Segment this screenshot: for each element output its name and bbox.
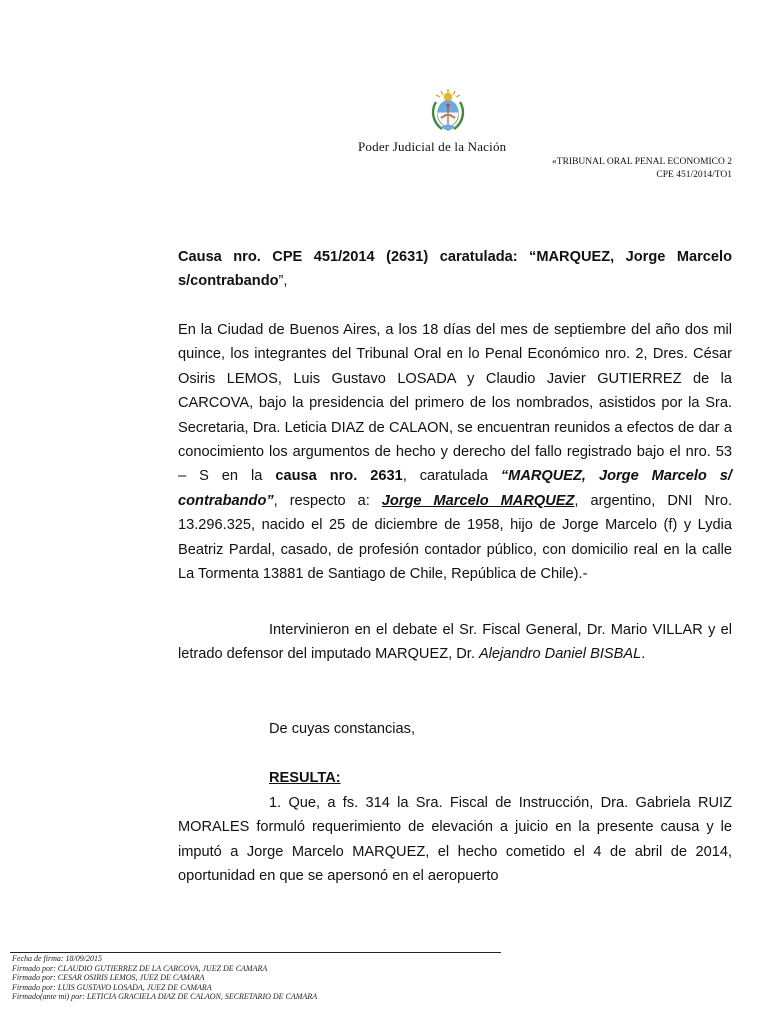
case-number-bold: causa nro. 2631 <box>275 468 403 485</box>
signature-line: Firmado por: LUIS GUSTAVO LOSADA, JUEZ DE CAMARA <box>12 982 212 992</box>
defense-attorney-name: Alejandro Daniel BISBAL <box>478 646 642 663</box>
signature-divider <box>10 952 501 953</box>
case-caption-suffix: ”, <box>278 273 288 290</box>
case-title-bold-italic: “MARQUEZ, Jorge Marcelo s/ contrabando” <box>178 468 732 509</box>
intervention-paragraph <box>178 618 732 667</box>
opening-text-3: , respecto a: <box>273 492 382 509</box>
intervention-text-2: . <box>641 646 646 663</box>
opening-paragraph <box>178 318 732 586</box>
signature-line: Firmado por: CLAUDIO GUTIERREZ DE LA CARCOVA, JUEZ DE CAMARA <box>12 963 268 973</box>
case-reference: CPE 451/2014/TO1 <box>656 170 732 180</box>
resulta-heading-block <box>178 766 732 790</box>
cuyas-text: De cuyas constancias, <box>269 721 416 737</box>
case-caption <box>178 245 732 294</box>
resulta-paragraph-1 <box>178 791 732 889</box>
signature-line: Firmado por: CESAR OSIRIS LEMOS, JUEZ DE CAMARA <box>12 973 205 983</box>
signature-block <box>12 954 612 1002</box>
opening-text-2: , caratulada <box>402 468 501 485</box>
argentine-coat-of-arms-icon <box>430 88 466 132</box>
signature-line: Firmado(ante mi) por: LETICIA GRACIELA DIAZ DE CALAON, SECRETARIO DE CAMARA <box>12 992 318 1002</box>
resulta-text-1: 1. Que, a fs. 314 la Sra. Fiscal de Instrucción, Dra. Gabriela RUIZ MORALES formuló requerimiento de elevación a juicio en la presente causa y le imputó a Jorge Marcelo MARQUEZ, el hecho cometido el 4 de abril de 2014, oportunidad en que se apersonó en el aeropuerto <box>178 795 732 885</box>
case-caption-title: Causa nro. CPE 451/2014 (2631) caratulada: “MARQUEZ, Jorge Marcelo s/contrabando <box>178 249 732 290</box>
signature-date: Fecha de firma: 18/09/2015 <box>12 954 102 963</box>
tribunal-name: «TRIBUNAL ORAL PENAL ECONOMICO 2 <box>552 157 732 167</box>
opening-text-4: , argentino, DNI Nro. 13.296.325, nacido el 25 de diciembre de 1958, hijo de Jorge Marcelo (f) y Lydia Beatriz Pardal, casado, de profesión contador público, con domicilio real en la calle La Tormenta 13881 de Santiago de Chile, República de Chile).- <box>178 492 733 583</box>
cuyas-paragraph <box>178 717 732 741</box>
court-name: Poder Judicial de la Nación <box>358 139 507 154</box>
defendant-name: Jorge Marcelo MARQUEZ <box>381 492 575 509</box>
opening-text-1: En la Ciudad de Buenos Aires, a los 18 días del mes de septiembre del año dos mil quince, los integrantes del Tribunal Oral en lo Penal Económico nro. 2, Dres. César Osiris LEMOS, Luis Gustavo LOSADA y Claudio Javier GUTIERREZ de la CARCOVA, bajo la presidencia del primero de los nombrados, asistidos por la Sra. Secretaria, Dra. Leticia DIAZ de CALAON, se encuentran reunidos a efectos de dar a conocimiento los argumentos de hecho y derecho del fallo registrado bajo el nro. 53 – S en la <box>178 322 732 485</box>
intervention-text-1: Intervinieron en el debate el Sr. Fiscal General, Dr. Mario VILLAR y el letrado defensor del imputado MARQUEZ, Dr. <box>178 622 732 663</box>
resulta-heading: RESULTA: <box>269 770 341 786</box>
